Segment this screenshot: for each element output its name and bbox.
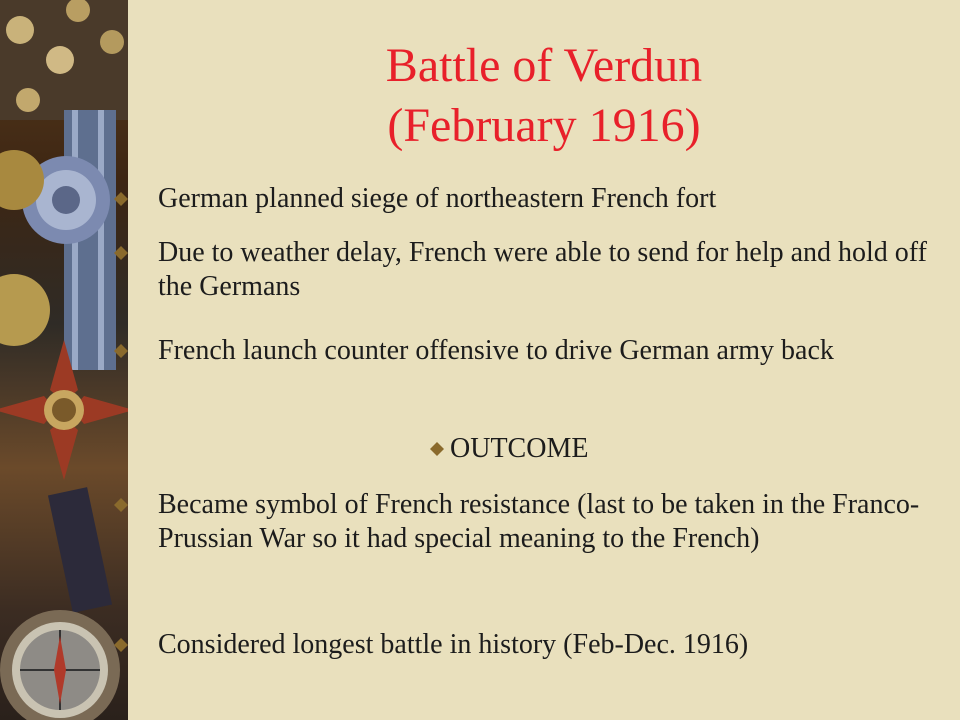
diamond-bullet-icon — [420, 432, 450, 456]
diamond-bullet-icon — [114, 236, 158, 260]
diamond-bullet-icon — [114, 488, 158, 512]
bullet-item — [114, 236, 934, 304]
bullet-text: German planned siege of northeastern French fort — [158, 183, 717, 214]
outcome-heading: OUTCOME — [450, 433, 589, 464]
bullet-text: Due to weather delay, French were able to send for help and hold off the Germans — [158, 237, 927, 302]
bullet-item — [114, 488, 934, 556]
bullet-text: Considered longest battle in history (Feb-Dec. 1916) — [158, 629, 749, 660]
bullet-item — [114, 182, 934, 216]
bullet-item — [114, 628, 954, 662]
outcome-bullet — [420, 432, 680, 466]
diamond-bullet-icon — [114, 628, 158, 652]
bullet-text: French launch counter offensive to drive German army back — [158, 335, 834, 366]
diamond-bullet-icon — [114, 334, 158, 358]
bullet-item — [114, 334, 934, 368]
diamond-bullet-icon — [114, 182, 158, 206]
bullet-text: Became symbol of French resistance (last to be taken in the Franco-Prussian War so it had special meaning to the French) — [158, 489, 920, 554]
title-line-1: Battle of Verdun — [385, 39, 703, 92]
title-line-2: (February 1916) — [387, 99, 701, 152]
